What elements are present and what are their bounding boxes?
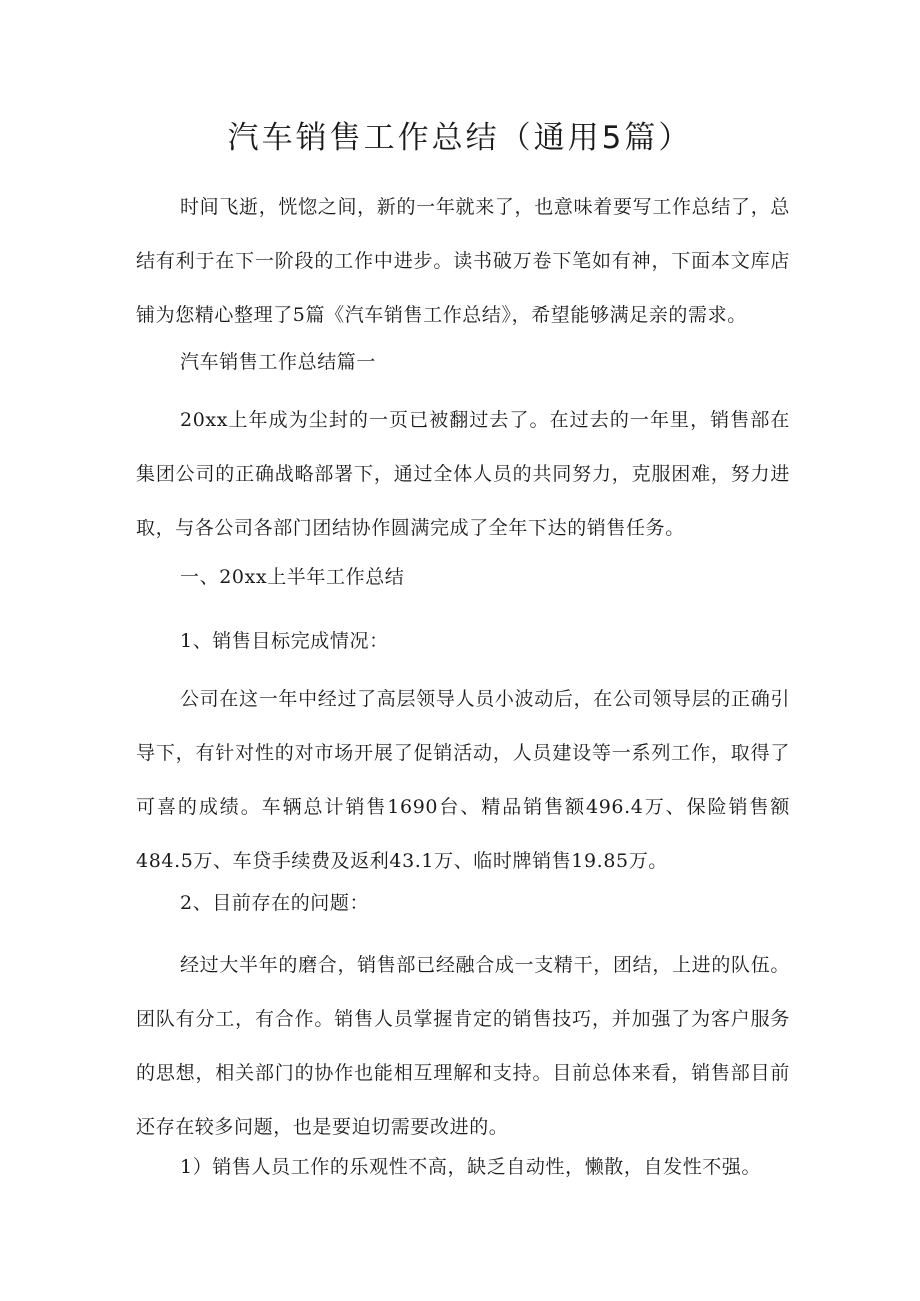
list-item-1: 1）销售人员工作的乐观性不高，缺乏自动性，懒散，自发性不强。 (180, 1156, 762, 1178)
subheading-1: 1、销售目标完成情况： (180, 630, 389, 652)
subheading-2: 2、目前存在的问题： (180, 892, 370, 914)
intro-paragraph: 时间飞逝，恍惚之间，新的一年就来了，也意味着要写工作总结了，总结有利于在下一阶段的工作中进步。读书破万卷下笔如有神，下面本文库店铺为您精心整理了5篇《汽车销售工作总结》，希望能够满足亲的需求。 (136, 196, 790, 326)
body-paragraph-2: 公司在这一年中经过了高层领导人员小波动后，在公司领导层的正确引导下，有针对性的对市场开展了促销活动，人员建设等一系列工作，取得了可喜的成绩。车辆总计销售1690台、精品销售额496.4万、保险销售额484.5万、车贷手续费及返利43.1万、临时牌销售19.85万。 (136, 688, 790, 872)
section-heading: 汽车销售工作总结篇一 (180, 351, 377, 373)
body-paragraph-1: 20xx上年成为尘封的一页已被翻过去了。在过去的一年里，销售部在集团公司的正确战略部署下，通过全体人员的共同努力，克服困难，努力进取，与各公司各部门团结协作圆满完成了全年下达的销售任务。 (136, 409, 790, 539)
document-title: 汽车销售工作总结（通用5篇） (227, 120, 693, 156)
body-paragraph-3: 经过大半年的磨合，销售部已经融合成一支精干，团结，上进的队伍。团队有分工，有合作。销售人员掌握肯定的销售技巧，并加强了为客户服务的思想，相关部门的协作也能相互理解和支持。目前总体来看，销售部目前还存在较多问题，也是要迫切需要改进的。 (136, 954, 790, 1138)
heading-1: 一、20xx上半年工作总结 (180, 566, 405, 588)
